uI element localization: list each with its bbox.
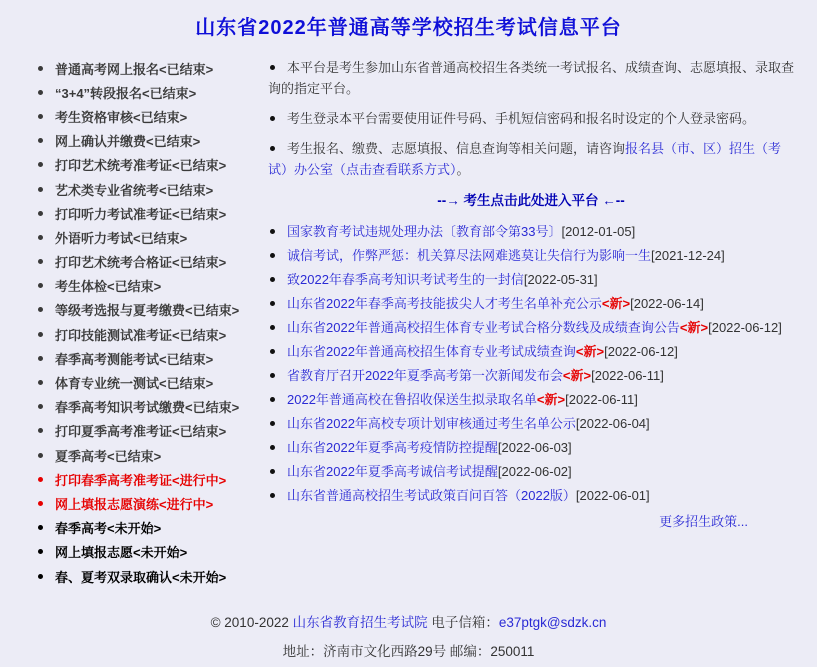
news-item bbox=[268, 220, 794, 244]
news-item bbox=[268, 388, 794, 412]
news-item bbox=[268, 244, 794, 268]
bullet-icon bbox=[270, 65, 275, 70]
new-badge: <新> bbox=[562, 368, 592, 383]
sidebar-item-label: “3+4”转段报名<已结束> bbox=[55, 85, 197, 101]
sidebar-item[interactable] bbox=[30, 564, 270, 588]
news-item bbox=[268, 460, 794, 484]
news-item bbox=[268, 340, 794, 364]
bullet-icon bbox=[270, 421, 275, 426]
sidebar-item-label: 普通高考网上报名<已结束> bbox=[55, 61, 214, 77]
bullet-icon bbox=[38, 477, 43, 482]
bullet-icon bbox=[270, 493, 275, 498]
news-link[interactable]: 山东省2022年春季高考技能拔尖人才考生名单补充公示 bbox=[287, 296, 602, 311]
intro-text-3-suffix: 。 bbox=[456, 162, 470, 177]
bullet-icon bbox=[270, 146, 275, 151]
bullet-icon bbox=[38, 259, 43, 264]
sidebar-item-label: 夏季高考<已结束> bbox=[55, 448, 162, 464]
email-label: 电子信箱： bbox=[431, 615, 499, 630]
bullet-icon bbox=[270, 469, 275, 474]
bullet-icon bbox=[38, 283, 43, 288]
sidebar-item-label: 春季高考知识考试缴费<已结束> bbox=[55, 400, 240, 416]
sidebar-item[interactable] bbox=[30, 322, 270, 346]
sidebar-item[interactable] bbox=[30, 250, 270, 274]
sidebar-item[interactable] bbox=[30, 467, 270, 491]
news-link[interactable]: 省教育厅召开2022年夏季高考第一次新闻发布会 bbox=[287, 368, 563, 383]
intro-paragraph-1 bbox=[268, 57, 794, 99]
news-item bbox=[268, 316, 794, 340]
sidebar-item-label: 体育专业统一测试<已结束> bbox=[55, 376, 214, 392]
sidebar-item-label: 考生资格审核<已结束> bbox=[55, 109, 188, 125]
sidebar-item[interactable] bbox=[30, 153, 270, 177]
news-link[interactable]: 山东省2022年普通高校招生体育专业考试合格分数线及成绩查询公告 bbox=[287, 320, 680, 335]
news-link[interactable]: 山东省2022年夏季高考疫情防控提醒 bbox=[287, 440, 498, 455]
bullet-icon bbox=[38, 66, 43, 71]
bullet-icon bbox=[270, 349, 275, 354]
sidebar-item-label: 打印技能测试准考证<已结束> bbox=[55, 327, 227, 343]
sidebar-item-label: 打印听力考试准考证<已结束> bbox=[55, 206, 227, 222]
sidebar-item[interactable] bbox=[30, 80, 270, 104]
sidebar-item-label: 等级考选报与夏考缴费<已结束> bbox=[55, 303, 240, 319]
bullet-icon bbox=[270, 445, 275, 450]
sidebar-item-label: 打印艺术统考合格证<已结束> bbox=[55, 255, 227, 271]
news-link[interactable]: 山东省2022年夏季高考诚信考试提醒 bbox=[287, 464, 498, 479]
news-date: [2022-06-14] bbox=[630, 296, 704, 311]
news-link[interactable]: 国家教育考试违规处理办法〔教育部令第33号〕 bbox=[287, 224, 562, 239]
news-item bbox=[268, 268, 794, 292]
contact-offices-link[interactable]: 报名县（市、区）招生（考试）办公室（点击查看联系方式） bbox=[268, 141, 782, 177]
new-badge: <新> bbox=[679, 320, 709, 335]
bullet-icon bbox=[270, 253, 275, 258]
new-badge: <新> bbox=[575, 344, 605, 359]
bullet-icon bbox=[38, 235, 43, 240]
footer bbox=[0, 611, 817, 667]
sidebar-item[interactable] bbox=[30, 201, 270, 225]
sidebar-item[interactable] bbox=[30, 540, 270, 564]
intro-paragraph-2 bbox=[268, 108, 794, 129]
intro-paragraph-3 bbox=[268, 138, 794, 180]
sidebar-item[interactable] bbox=[30, 516, 270, 540]
bullet-icon bbox=[270, 277, 275, 282]
sidebar-item-label: 艺术类专业省统考<已结束> bbox=[55, 182, 214, 198]
sidebar-item-label: 春、夏考双录取确认<未开始> bbox=[55, 569, 227, 585]
sidebar-item[interactable] bbox=[30, 491, 270, 515]
sidebar-item[interactable] bbox=[30, 443, 270, 467]
sidebar-item[interactable] bbox=[30, 419, 270, 443]
bullet-icon bbox=[38, 356, 43, 361]
bullet-icon bbox=[38, 162, 43, 167]
sidebar-item[interactable] bbox=[30, 56, 270, 80]
page-title: 山东省2022年普通高等学校招生考试信息平台 bbox=[195, 17, 622, 39]
sidebar-item[interactable] bbox=[30, 104, 270, 128]
bullet-icon bbox=[270, 229, 275, 234]
sidebar-item[interactable] bbox=[30, 346, 270, 370]
news-list bbox=[268, 220, 794, 508]
address-text: 地址：济南市文化西路29号 邮编：250011 bbox=[282, 644, 535, 659]
sidebar-item[interactable] bbox=[30, 298, 270, 322]
sidebar-item[interactable] bbox=[30, 395, 270, 419]
email-link[interactable]: e37ptgk@sdzk.cn bbox=[498, 615, 607, 630]
main-content bbox=[268, 57, 794, 530]
news-link[interactable]: 致2022年春季高考知识考试考生的一封信 bbox=[287, 272, 524, 287]
sidebar-item[interactable] bbox=[30, 370, 270, 394]
bullet-icon bbox=[38, 187, 43, 192]
news-item bbox=[268, 484, 794, 508]
news-date: [2022-06-02] bbox=[497, 464, 572, 479]
sidebar-item-label: 春季高考<未开始> bbox=[55, 521, 162, 537]
bullet-icon bbox=[38, 574, 43, 579]
sidebar-item-label: 春季高考测能考试<已结束> bbox=[55, 351, 214, 367]
bullet-icon bbox=[270, 116, 275, 121]
news-link[interactable]: 山东省2022年普通高校招生体育专业考试成绩查询 bbox=[287, 344, 576, 359]
sidebar-item[interactable] bbox=[30, 177, 270, 201]
sidebar-item-label: 考生体检<已结束> bbox=[55, 279, 162, 295]
news-item bbox=[268, 412, 794, 436]
sidebar-item[interactable] bbox=[30, 225, 270, 249]
news-link[interactable]: 山东省普通高校招生考试政策百问百答（2022版） bbox=[287, 488, 576, 503]
bullet-icon bbox=[38, 501, 43, 506]
intro-text-3-prefix: 考生报名、缴费、志愿填报、信息查询等相关问题，请咨询 bbox=[287, 141, 626, 156]
sidebar-item-label: 网上填报志愿演练<进行中> bbox=[55, 496, 214, 512]
footer-line-1 bbox=[0, 611, 817, 631]
sidebar-item-label: 打印艺术统考准考证<已结束> bbox=[55, 158, 227, 174]
new-badge: <新> bbox=[601, 296, 631, 311]
sidebar-item[interactable] bbox=[30, 129, 270, 153]
news-date: [2022-06-01] bbox=[575, 488, 650, 503]
bullet-icon bbox=[38, 211, 43, 216]
new-badge: <新> bbox=[536, 392, 566, 407]
bullet-icon bbox=[270, 325, 275, 330]
news-link[interactable]: 诚信考试，作弊严惩：机关算尽法网难逃莫让失信行为影响一生 bbox=[287, 248, 652, 263]
news-date: [2012-01-05] bbox=[561, 224, 636, 239]
intro-section bbox=[268, 57, 794, 180]
news-date: [2022-06-12] bbox=[604, 344, 678, 359]
bullet-icon bbox=[38, 114, 43, 119]
intro-text-1: 本平台是考生参加山东省普通高校招生各类统一考试报名、成绩查询、志愿填报、录取查询的指定平台。 bbox=[268, 60, 795, 96]
more-policies-link[interactable]: 更多招生政策... bbox=[659, 514, 748, 529]
bullet-icon bbox=[270, 301, 275, 306]
bullet-icon bbox=[38, 90, 43, 95]
bullet-icon bbox=[38, 332, 43, 337]
bullet-icon bbox=[38, 428, 43, 433]
sidebar-item-label: 打印夏季高考准考证<已结束> bbox=[55, 424, 227, 440]
news-date: [2021-12-24] bbox=[651, 248, 725, 263]
bullet-icon bbox=[38, 138, 43, 143]
news-link[interactable]: 2022年普通高校在鲁招收保送生拟录取名单 bbox=[287, 392, 537, 407]
news-item bbox=[268, 292, 794, 316]
news-date: [2022-06-11] bbox=[591, 368, 664, 383]
sidebar-item-label: 外语听力考试<已结束> bbox=[55, 230, 188, 246]
copyright-text: © 2010-2022 bbox=[210, 615, 289, 630]
sidebar-list bbox=[30, 56, 270, 588]
bullet-icon bbox=[270, 397, 275, 402]
bullet-icon bbox=[38, 453, 43, 458]
sidebar-item[interactable] bbox=[30, 274, 270, 298]
sidebar-item-label: 网上填报志愿<未开始> bbox=[55, 545, 188, 561]
enter-platform-link[interactable]: --→ 考生点击此处进入平台 ←-- bbox=[437, 193, 625, 208]
bullet-icon bbox=[38, 549, 43, 554]
intro-text-2: 考生登录本平台需要使用证件号码、手机短信密码和报名时设定的个人登录密码。 bbox=[287, 111, 756, 126]
news-date: [2022-05-31] bbox=[523, 272, 598, 287]
news-item bbox=[268, 364, 794, 388]
bullet-icon bbox=[38, 404, 43, 409]
sidebar-item-label: 网上确认并缴费<已结束> bbox=[55, 134, 201, 150]
bullet-icon bbox=[38, 307, 43, 312]
org-link[interactable]: 山东省教育招生考试院 bbox=[292, 615, 428, 630]
news-date: [2022-06-04] bbox=[575, 416, 650, 431]
news-link[interactable]: 山东省2022年高校专项计划审核通过考生名单公示 bbox=[287, 416, 576, 431]
bullet-icon bbox=[270, 373, 275, 378]
sidebar bbox=[30, 56, 270, 588]
bullet-icon bbox=[38, 380, 43, 385]
news-date: [2022-06-11] bbox=[565, 392, 638, 407]
bullet-icon bbox=[38, 525, 43, 530]
news-date: [2022-06-12] bbox=[708, 320, 782, 335]
news-date: [2022-06-03] bbox=[497, 440, 572, 455]
news-item bbox=[268, 436, 794, 460]
sidebar-item-label: 打印春季高考准考证<进行中> bbox=[55, 472, 227, 488]
